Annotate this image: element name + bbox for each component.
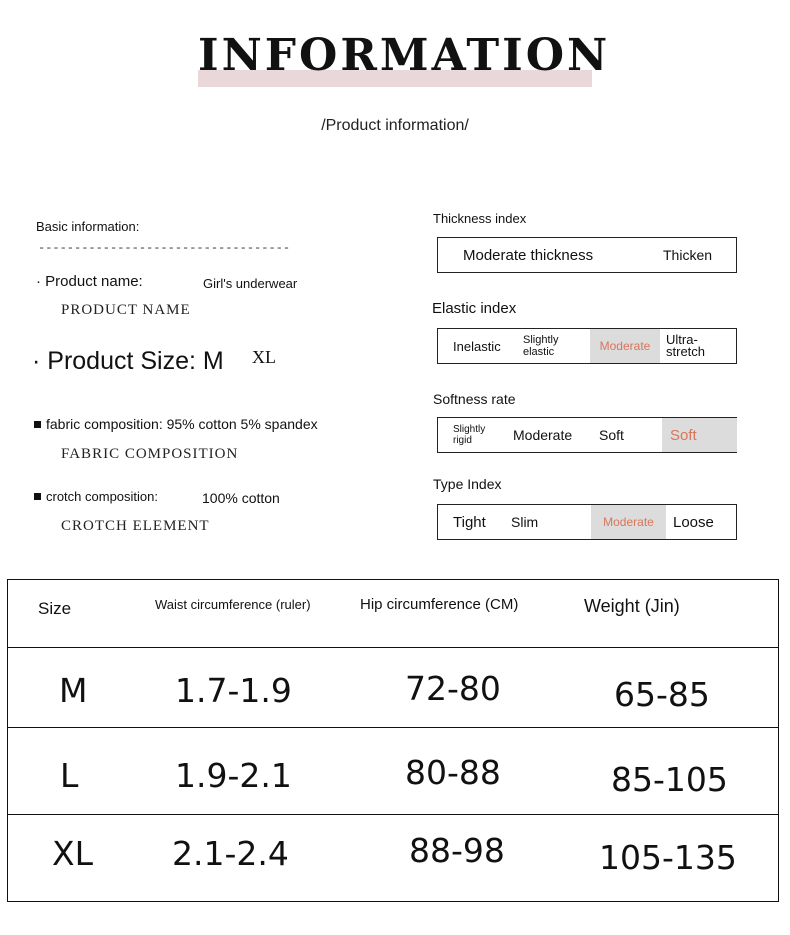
crotch-composition	[34, 489, 158, 504]
product-name-label: · Product name:	[36, 273, 143, 290]
thickness-option: Moderate thickness	[463, 246, 594, 264]
softness-option: Slightly rigid	[453, 424, 486, 446]
table-cell: L	[60, 756, 79, 795]
table-cell: 1.9-2.1	[175, 756, 292, 795]
table-divider	[8, 814, 778, 815]
table-cell: M	[59, 671, 88, 710]
table-cell: 72-80	[405, 669, 501, 708]
fabric-composition-caption: FABRIC COMPOSITION	[61, 446, 239, 462]
bullet-square-icon	[34, 493, 41, 500]
table-header-hip: Hip circumference (CM)	[360, 596, 519, 613]
table-cell: 85-105	[611, 760, 728, 799]
thickness-option: Thicken	[663, 247, 713, 263]
type-option: Loose	[673, 513, 714, 531]
bullet-square-icon	[34, 421, 41, 428]
basic-info-heading: Basic information:	[36, 219, 140, 234]
table-header-weight: Weight (Jin)	[584, 596, 680, 616]
softness-rate-label: Softness rate	[433, 391, 516, 407]
table-cell: 1.7-1.9	[175, 671, 292, 710]
crotch-composition-label: crotch composition:	[46, 489, 158, 504]
thickness-index-scale	[437, 237, 737, 273]
table-header-size: Size	[38, 599, 72, 618]
elastic-option-selected: Moderate	[590, 329, 660, 363]
thickness-index-label: Thickness index	[433, 211, 527, 226]
product-size-extra: XL	[252, 347, 276, 367]
softness-option-selected: Soft	[662, 418, 737, 452]
table-divider	[8, 727, 778, 728]
table-header-waist: Waist circumference (ruler)	[155, 597, 311, 612]
table-cell: 88-98	[409, 831, 505, 870]
crotch-composition-value: 100% cotton	[202, 490, 280, 506]
elastic-index-label: Elastic index	[432, 300, 517, 317]
elastic-option: Ultra-stretch	[666, 332, 706, 359]
type-option: Slim	[511, 514, 539, 530]
fabric-composition-text: fabric composition: 95% cotton 5% spandex	[46, 416, 318, 432]
type-index-label: Type Index	[433, 476, 502, 492]
softness-option: Moderate	[513, 427, 573, 443]
crotch-composition-caption: CROTCH ELEMENT	[61, 518, 210, 534]
basic-info-divider: -----------------------------------	[38, 241, 291, 255]
softness-rate-scale	[437, 417, 737, 453]
page-title: INFORMATION	[198, 30, 611, 81]
type-option: Tight	[453, 513, 486, 531]
size-table	[7, 579, 779, 902]
elastic-option: Slightly elastic	[523, 334, 559, 358]
table-divider	[8, 647, 778, 648]
table-cell: 80-88	[405, 753, 501, 792]
table-cell: 65-85	[614, 675, 710, 714]
table-cell: XL	[52, 834, 93, 873]
page-subtitle: /Product information/	[321, 117, 469, 134]
table-cell: 105-135	[599, 838, 737, 877]
product-name-caption: PRODUCT NAME	[61, 302, 191, 318]
fabric-composition	[34, 416, 318, 432]
elastic-option: Inelastic	[453, 338, 501, 354]
softness-option: Soft	[599, 427, 624, 443]
product-name-value: Girl's underwear	[203, 276, 298, 291]
elastic-index-scale	[437, 328, 737, 364]
table-cell: 2.1-2.4	[172, 834, 289, 873]
type-index-scale	[437, 504, 737, 540]
product-size-label: · Product Size: M	[32, 347, 224, 375]
type-option-selected: Moderate	[591, 505, 666, 539]
